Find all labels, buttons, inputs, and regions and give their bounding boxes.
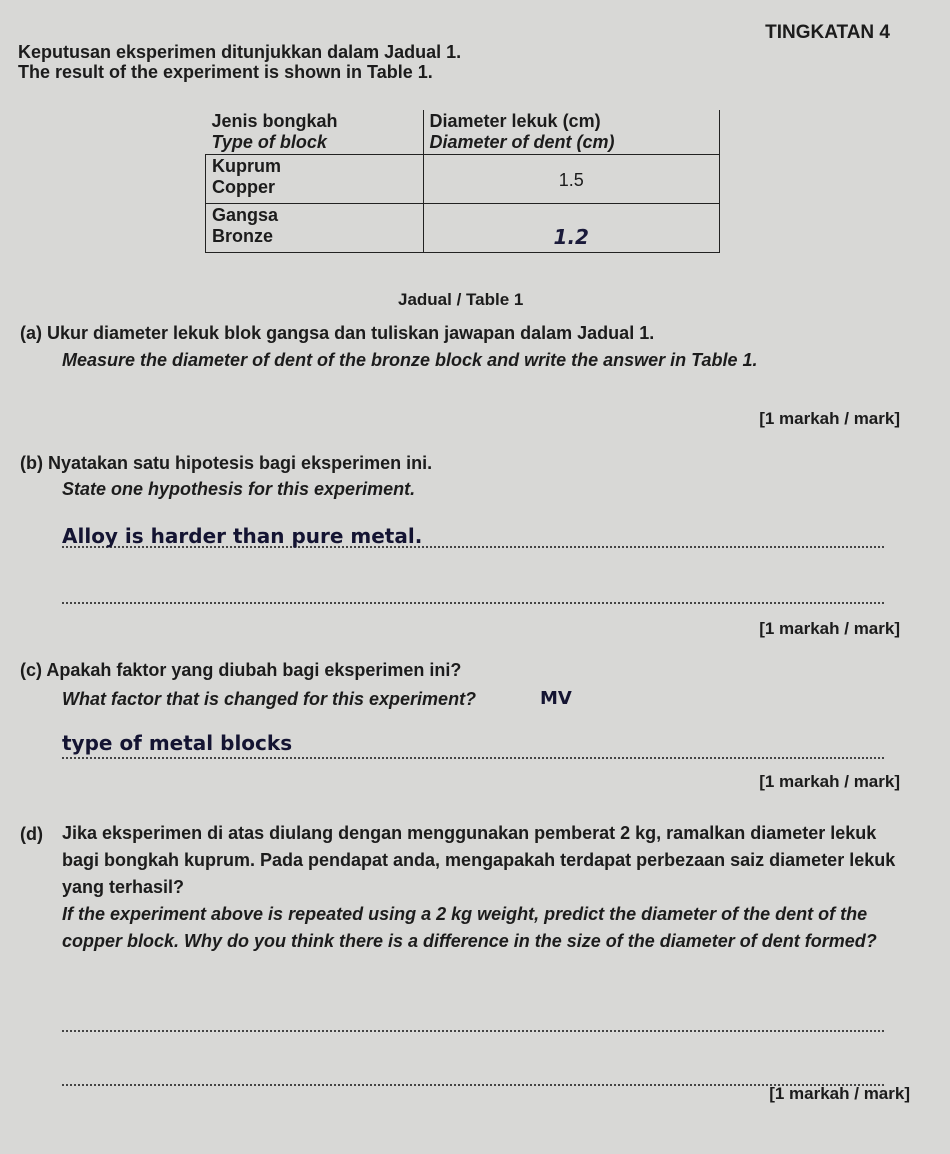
diameter-value: 1.5 — [558, 170, 584, 190]
table-header-row — [206, 110, 720, 155]
table-row — [206, 155, 720, 204]
table-row — [206, 204, 720, 253]
question-d-mark: [1 markah / mark] — [769, 1084, 910, 1103]
question-b-mark: [1 markah / mark] — [759, 619, 900, 638]
form-header: TINGKATAN 4 — [765, 22, 890, 43]
intro-english: The result of the experiment is shown in Table 1. — [18, 62, 433, 82]
question-d-ms: Jika eksperimen di atas diulang dengan menggunakan pemberat 2 kg, ramalkan diameter lekuk bagi bongkah kuprum. Pada pendapat anda, mengapakah terdapat perbezaan saiz diameter lekuk yang terhasil? — [62, 823, 896, 897]
block-name-en: Bronze — [212, 226, 274, 246]
col-header-block-en: Type of block — [211, 132, 327, 152]
diameter-cell[interactable] — [423, 204, 720, 253]
question-c-mark: [1 markah / mark] — [759, 772, 900, 791]
answer-b-text: Alloy is harder than pure metal. — [62, 524, 423, 548]
intro-malay: Keputusan eksperimen ditunjukkan dalam Jadual 1. — [18, 42, 462, 62]
col-header-diameter — [423, 110, 720, 155]
question-b-ms: (b) Nyatakan satu hipotesis bagi eksperimen ini. — [20, 453, 433, 473]
block-name-cell — [206, 155, 424, 204]
question-c-en: What factor that is changed for this experiment? — [62, 689, 477, 709]
question-a-mark: [1 markah / mark] — [759, 409, 900, 428]
col-header-diameter-ms: Diameter lekuk (cm) — [429, 111, 601, 131]
block-name-cell — [206, 204, 424, 253]
question-a-ms: (a) Ukur diameter lekuk blok gangsa dan tuliskan jawapan dalam Jadual 1. — [20, 323, 655, 343]
answer-b-line-2[interactable] — [62, 584, 884, 604]
col-header-diameter-en: Diameter of dent (cm) — [429, 132, 615, 152]
col-header-block-ms: Jenis bongkah — [211, 111, 338, 131]
question-d-en: If the experiment above is repeated using a 2 kg weight, predict the diameter of the dent of the copper block. Why do you think there is a difference in the size of the diameter of dent formed? — [62, 904, 877, 951]
question-c-ms: (c) Apakah faktor yang diubah bagi eksperimen ini? — [20, 660, 462, 680]
diameter-value-handwritten: 1.2 — [553, 225, 589, 249]
diameter-cell[interactable] — [423, 155, 720, 204]
question-b-en: State one hypothesis for this experiment. — [62, 479, 416, 499]
block-name-ms: Kuprum — [212, 156, 281, 176]
answer-c-text: type of metal blocks — [62, 731, 293, 755]
answer-c-line[interactable] — [62, 731, 884, 759]
results-table — [205, 110, 720, 253]
answer-d-line[interactable] — [62, 1012, 884, 1032]
question-d-label: (d) — [20, 824, 43, 844]
col-header-block — [206, 110, 424, 155]
question-a-en: Measure the diameter of dent of the bronze block and write the answer in Table 1. — [62, 350, 758, 370]
answer-b-line[interactable] — [62, 524, 884, 548]
table-caption: Jadual / Table 1 — [398, 290, 524, 309]
block-name-ms: Gangsa — [212, 205, 279, 225]
block-name-en: Copper — [212, 177, 275, 197]
answer-d-line-2[interactable] — [62, 1066, 884, 1086]
question-c-note: MV — [540, 688, 572, 709]
